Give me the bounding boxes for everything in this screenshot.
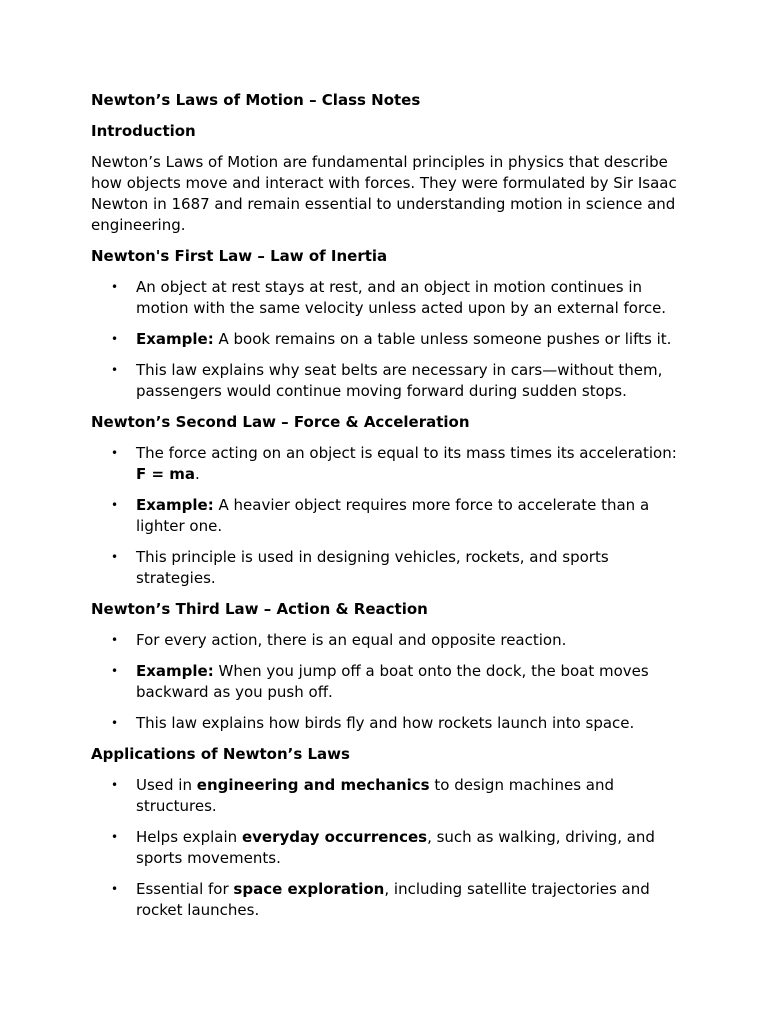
- list-item: • Helps explain everyday occurrences, such as walking, driving, and sports movements.: [111, 828, 655, 867]
- bullet-icon: •: [111, 882, 119, 896]
- list-item: • This principle is used in designing vehicles, rockets, and sports strategies.: [111, 548, 609, 587]
- document-title: Newton’s Laws of Motion – Class Notes: [91, 91, 421, 109]
- bullet-icon: •: [111, 633, 119, 647]
- third-law-list: [91, 630, 681, 734]
- list-item: • An object at rest stays at rest, and an object in motion continues in motion with the same velocity unless acted upon by an external force.: [111, 278, 667, 317]
- list-item: • Essential for space exploration, including satellite trajectories and rocket launches.: [111, 880, 650, 919]
- list-item: • This law explains why seat belts are necessary in cars—without them, passengers would continue moving forward during sudden stops.: [111, 361, 663, 400]
- bullet-icon: •: [111, 446, 119, 460]
- bullet-icon: •: [111, 332, 119, 346]
- list-item: • Used in engineering and mechanics to design machines and structures.: [111, 776, 614, 815]
- section-heading-applications: Applications of Newton’s Laws: [91, 745, 350, 763]
- bullet-icon: •: [111, 280, 119, 294]
- list-item: • Example: When you jump off a boat onto the dock, the boat moves backward as you push off.: [111, 662, 649, 701]
- bullet-icon: •: [111, 778, 119, 792]
- bullet-icon: •: [111, 498, 119, 512]
- section-heading-second-law: Newton’s Second Law – Force & Acceleration: [91, 413, 470, 431]
- list-item: • For every action, there is an equal and opposite reaction.: [111, 631, 567, 649]
- bullet-icon: •: [111, 716, 119, 730]
- first-law-list: [91, 277, 681, 402]
- section-heading-third-law: Newton’s Third Law – Action & Reaction: [91, 600, 428, 618]
- list-item: • Example: A book remains on a table unless someone pushes or lifts it.: [111, 330, 672, 348]
- section-heading-introduction: Introduction: [91, 122, 196, 140]
- second-law-list: [91, 443, 681, 589]
- applications-list: [91, 775, 681, 921]
- section-heading-first-law: Newton's First Law – Law of Inertia: [91, 247, 388, 265]
- bullet-icon: •: [111, 664, 119, 678]
- list-item: • Example: A heavier object requires more force to accelerate than a lighter one.: [111, 496, 650, 535]
- list-item: • The force acting on an object is equal to its mass times its acceleration: F = ma.: [111, 444, 677, 483]
- bullet-icon: •: [111, 830, 119, 844]
- list-item: • This law explains how birds fly and how rockets launch into space.: [111, 714, 635, 732]
- document-page: [91, 90, 681, 931]
- introduction-paragraph: Newton’s Laws of Motion are fundamental principles in physics that describe how objects move and interact with forces. They were formulated by Sir Isaac Newton in 1687 and remain essential to understanding motion in science and engineering.: [91, 153, 677, 234]
- bullet-icon: •: [111, 363, 119, 377]
- bullet-icon: •: [111, 550, 119, 564]
